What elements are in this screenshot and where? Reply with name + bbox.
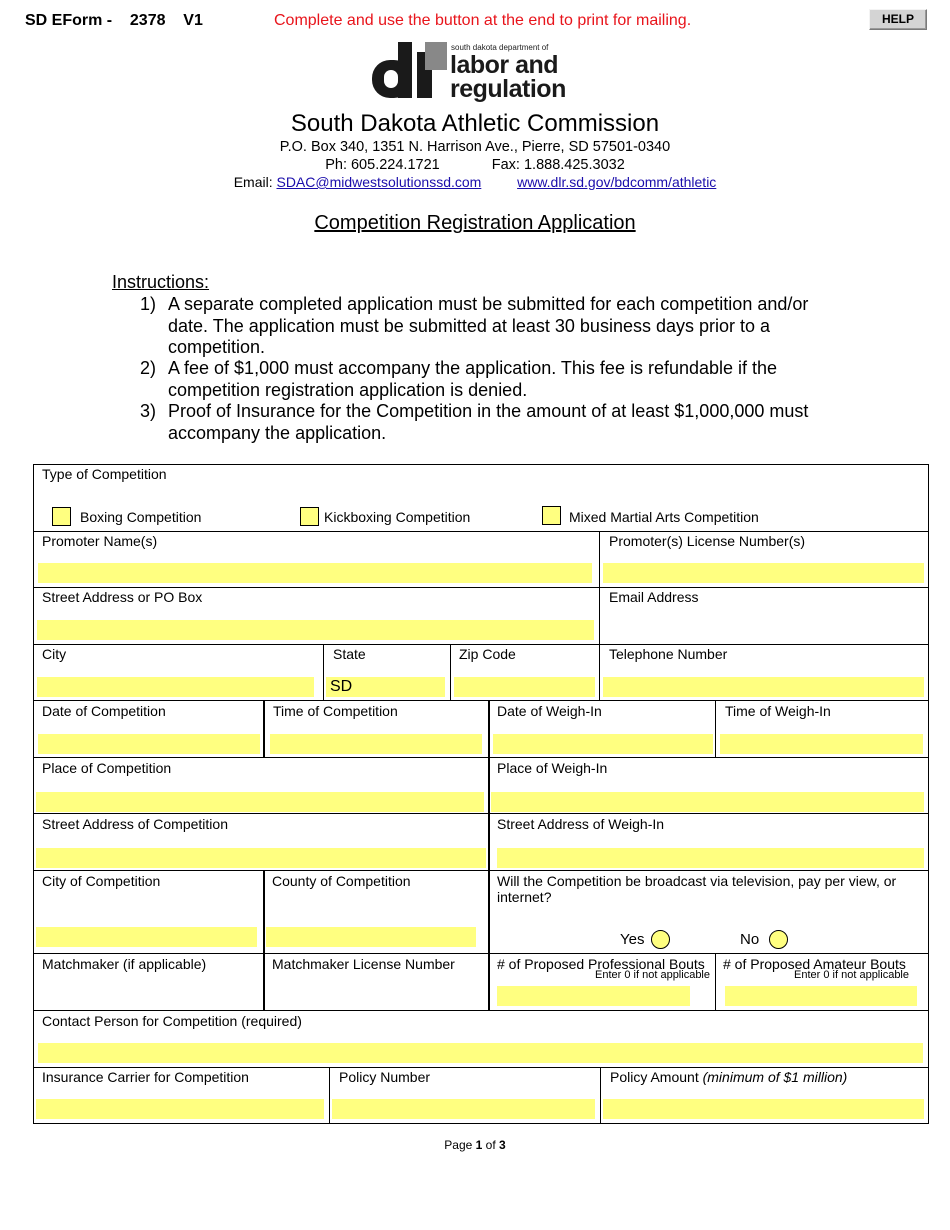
policy-number-input[interactable] [332, 1099, 595, 1119]
boxing-checkbox[interactable] [52, 507, 71, 526]
pro-bouts-input[interactable] [497, 986, 690, 1006]
state-input[interactable] [326, 677, 445, 697]
county-of-competition-label: County of Competition [272, 873, 411, 889]
type-of-competition-label: Type of Competition [42, 466, 167, 482]
street-address-input[interactable] [37, 620, 594, 640]
column-divider [263, 700, 265, 757]
time-of-weigh-in-label: Time of Weigh-In [725, 703, 831, 719]
website-link[interactable]: www.dlr.sd.gov/bdcomm/athletic [517, 174, 717, 190]
column-divider [263, 870, 265, 1010]
column-divider [450, 644, 451, 700]
policy-number-label: Policy Number [339, 1069, 431, 1085]
page-word: Page [444, 1138, 473, 1152]
promoter-names-label: Promoter Name(s) [42, 533, 158, 549]
agency-contact-links [0, 174, 950, 190]
column-divider [600, 1067, 601, 1124]
row-divider [33, 813, 929, 814]
place-of-competition-label: Place of Competition [42, 760, 172, 776]
street-address-of-weigh-in-label: Street Address of Weigh-In [497, 816, 665, 832]
place-of-weigh-in-input[interactable] [491, 792, 924, 812]
help-button[interactable]: HELP [869, 9, 927, 30]
amateur-bouts-input[interactable] [725, 986, 917, 1006]
street-address-label: Street Address or PO Box [42, 589, 203, 605]
logo-line-2: regulation [450, 75, 566, 103]
place-of-weigh-in-label: Place of Weigh-In [497, 760, 608, 776]
mma-checkbox[interactable] [542, 506, 561, 525]
boxing-label: Boxing Competition [80, 509, 202, 525]
row-divider [33, 870, 929, 871]
broadcast-yes-radio[interactable] [651, 930, 670, 949]
date-of-competition-input[interactable] [38, 734, 260, 754]
column-divider [488, 700, 490, 1010]
agency-phone: Ph: 605.224.1721 [325, 157, 440, 173]
agency-address: P.O. Box 340, 1351 N. Harrison Ave., Pierre, SD 57501-0340 [279, 139, 671, 155]
city-of-competition-input[interactable] [36, 927, 257, 947]
policy-amount-label [610, 1069, 847, 1085]
policy-amount-input[interactable] [603, 1099, 924, 1119]
column-divider [323, 644, 324, 700]
row-divider [33, 757, 929, 758]
page-title: Competition Registration Application [314, 212, 636, 234]
insurance-carrier-input[interactable] [36, 1099, 324, 1119]
street-address-of-competition-label: Street Address of Competition [42, 816, 228, 832]
email-address-label: Email Address [609, 589, 699, 605]
kickboxing-checkbox[interactable] [300, 507, 319, 526]
promoter-names-input[interactable] [38, 563, 592, 583]
date-of-competition-label: Date of Competition [42, 703, 166, 719]
row-divider [33, 1010, 929, 1011]
logo-line-1: labor and [450, 51, 559, 79]
policy-amount-text: Policy Amount [610, 1069, 699, 1085]
city-input[interactable] [37, 677, 314, 697]
column-divider [599, 531, 600, 700]
agency-phone-fax [0, 157, 950, 173]
amateur-bouts-hint: Enter 0 if not applicable [794, 969, 909, 981]
row-divider [33, 1067, 929, 1068]
instruction-number: 2) [140, 358, 157, 378]
logo-dept-text: south dakota department of [451, 43, 549, 52]
agency-fax: Fax: 1.888.425.3032 [491, 157, 625, 173]
instruction-text: A fee of $1,000 must accompany the application. This fee is refundable if the competition registration application is denied. [168, 358, 778, 400]
time-of-competition-label: Time of Competition [273, 703, 398, 719]
date-of-weigh-in-input[interactable] [493, 734, 713, 754]
street-address-of-competition-input[interactable] [36, 848, 486, 868]
promoter-license-input[interactable] [603, 563, 924, 583]
page-indicator [0, 1138, 950, 1152]
zip-input[interactable] [454, 677, 595, 697]
promoter-license-label: Promoter(s) License Number(s) [609, 533, 806, 549]
place-of-competition-input[interactable] [36, 792, 484, 812]
email-label: Email: [233, 174, 273, 190]
mma-label: Mixed Martial Arts Competition [569, 509, 759, 525]
broadcast-yes-label: Yes [620, 931, 645, 948]
state-label: State [333, 646, 366, 662]
row-divider [33, 644, 929, 645]
kickboxing-label: Kickboxing Competition [324, 509, 471, 525]
contact-person-label: Contact Person for Competition (required) [42, 1013, 302, 1029]
column-divider [715, 700, 716, 757]
row-divider [33, 953, 929, 954]
street-address-of-weigh-in-input[interactable] [497, 848, 924, 868]
row-divider [33, 531, 929, 532]
broadcast-no-label: No [740, 931, 760, 948]
pro-bouts-label: # of Proposed Professional Bouts [497, 956, 705, 972]
amateur-bouts-label: # of Proposed Amateur Bouts [723, 956, 906, 972]
matchmaker-label: Matchmaker (if applicable) [42, 956, 207, 972]
contact-person-input[interactable] [38, 1043, 923, 1063]
policy-amount-note: (minimum of $1 million) [702, 1069, 848, 1085]
instruction-text: Proof of Insurance for the Competition in the amount of at least $1,000,000 must accompany the application. [168, 401, 809, 443]
telephone-label: Telephone Number [609, 646, 728, 662]
county-of-competition-input[interactable] [266, 927, 476, 947]
print-notice: Complete and use the button at the end to print for mailing. [274, 12, 692, 29]
time-of-weigh-in-input[interactable] [720, 734, 923, 754]
instruction-text: A separate completed application must be submitted for each competition and/or date. The application must be submitted at least 30 business days prior to a competition. [168, 294, 809, 357]
pro-bouts-hint: Enter 0 if not applicable [595, 969, 710, 981]
broadcast-no-radio[interactable] [769, 930, 788, 949]
instruction-number: 3) [140, 401, 157, 421]
agency-name: South Dakota Athletic Commission [290, 110, 660, 137]
telephone-input[interactable] [603, 677, 924, 697]
row-divider [33, 587, 929, 588]
instruction-number: 1) [140, 294, 157, 314]
form-id: SD EForm - 2378 V1 [25, 12, 203, 29]
email-link[interactable]: SDAC@midwestsolutionssd.com [276, 174, 482, 190]
matchmaker-license-label: Matchmaker License Number [272, 956, 455, 972]
insurance-carrier-label: Insurance Carrier for Competition [42, 1069, 249, 1085]
page-current: 1 [475, 1138, 483, 1152]
row-divider [33, 700, 929, 701]
zip-label: Zip Code [459, 646, 516, 662]
column-divider [329, 1067, 330, 1124]
broadcast-question: Will the Competition be broadcast via television, pay per view, or internet? [497, 873, 897, 905]
city-of-competition-label: City of Competition [42, 873, 161, 889]
instructions-heading: Instructions: [112, 272, 210, 292]
column-divider [715, 953, 716, 1010]
city-label: City [42, 646, 67, 662]
date-of-weigh-in-label: Date of Weigh-In [497, 703, 602, 719]
of-word: of [485, 1138, 496, 1152]
page-total: 3 [499, 1138, 506, 1152]
logo-title [450, 53, 566, 101]
time-of-competition-input[interactable] [270, 734, 482, 754]
